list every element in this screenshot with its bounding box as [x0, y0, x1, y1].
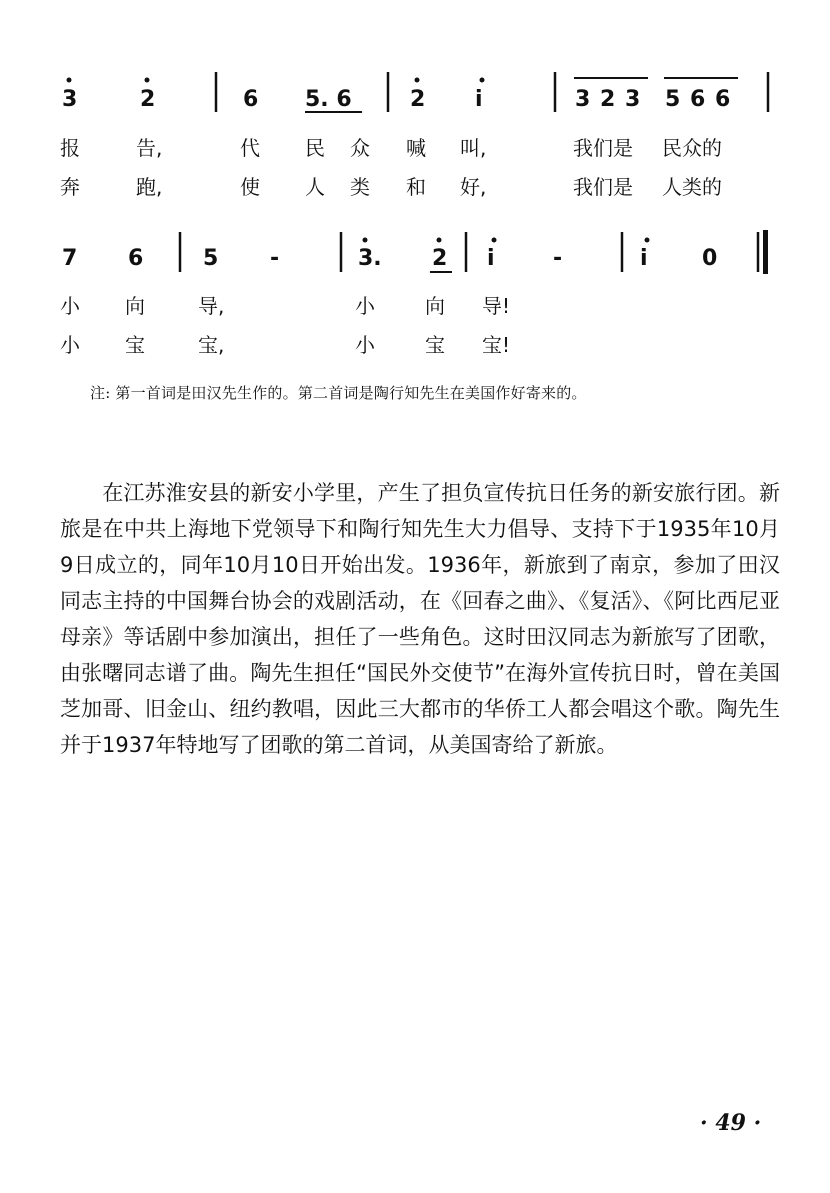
lyric: 人 — [305, 175, 325, 199]
lyric: 小 — [60, 294, 80, 318]
lyric: 宝 — [425, 333, 445, 357]
lyric: 类 — [350, 175, 370, 199]
lyric: 奔 — [60, 175, 80, 199]
score-note: 5. 6 — [305, 87, 352, 112]
lyric: 人类的 — [662, 175, 722, 199]
score-note: i — [487, 246, 495, 271]
score-note: 6 — [243, 87, 259, 112]
lyric: 代 — [240, 136, 260, 160]
lyric: 我们是 — [573, 136, 633, 160]
lyric: 和 — [406, 175, 426, 199]
lyric: 报 — [60, 136, 80, 160]
lyric: 小 — [355, 294, 375, 318]
score-note: 2 — [432, 246, 448, 271]
lyric: 喊 — [406, 136, 426, 160]
score-note: 5 — [665, 87, 681, 112]
score-note: 0 — [702, 246, 718, 271]
lyric: 跑, — [136, 175, 163, 199]
score-note: 2 — [140, 87, 156, 112]
score-note: 6 — [715, 87, 731, 112]
score-note: i — [640, 246, 648, 271]
lyric: 导! — [482, 294, 511, 318]
score-note: 3. — [358, 246, 382, 271]
score-note: 3 — [575, 87, 591, 112]
lyric: 使 — [240, 175, 260, 199]
lyric: 民 — [305, 136, 325, 160]
score-note: - — [270, 246, 280, 271]
lyric: 导, — [198, 294, 225, 318]
body-paragraph — [60, 475, 780, 763]
lyric: 小 — [355, 333, 375, 357]
body-text: 在江苏淮安县的新安小学里，产生了担负宣传抗日任务的新安旅行团。新旅是在中共上海地下党领导下和陶行知先生大力倡导、支持下于1935年10月9日成立的，同年10月10日开始出发。1936年，新旅到了南京，参加了田汉同志主持的中国舞台协会的戏剧活动，在《回春之曲》、《复活》、《阿比西尼亚母亲》等话剧中参加演出，担任了一些角色。这时田汉同志为新旅写了团歌，由张曙同志谱了曲。陶先生担任“国民外交使节”在海外宣传抗日时，曾在美国芝加哥、旧金山、纽约教唱，因此三大都市的华侨工人都会唱这个歌。陶先生并于1937年特地写了团歌的第二首词，从美国寄给了新旅。 — [60, 481, 780, 757]
lyric: 小 — [60, 333, 80, 357]
lyric: 宝! — [482, 333, 511, 357]
score-note: 2 — [600, 87, 616, 112]
score-note: 6 — [690, 87, 706, 112]
score-note: 6 — [128, 246, 144, 271]
footnote: 注: 第一首词是田汉先生作的。第二首词是陶行知先生在美国作好寄来的。 — [90, 384, 587, 402]
page-number: · 49 · — [700, 1110, 762, 1136]
lyric: 我们是 — [573, 175, 633, 199]
lyric: 宝 — [125, 333, 145, 357]
lyric: 向 — [125, 294, 145, 318]
lyric: 叫, — [460, 136, 487, 160]
score-note: 2 — [410, 87, 426, 112]
lyric: 宝, — [198, 333, 225, 357]
score-note: 5 — [203, 246, 219, 271]
score-note: 7 — [62, 246, 78, 271]
score-note: 3 — [62, 87, 78, 112]
lyric: 向 — [425, 294, 445, 318]
score-note: 3 — [625, 87, 641, 112]
lyric: 告, — [136, 136, 163, 160]
music-score — [0, 0, 830, 370]
score-note: - — [553, 246, 563, 271]
lyric: 众 — [350, 136, 370, 160]
lyric: 民众的 — [662, 136, 722, 160]
score-note: i — [475, 87, 483, 112]
lyric: 好, — [460, 175, 487, 199]
